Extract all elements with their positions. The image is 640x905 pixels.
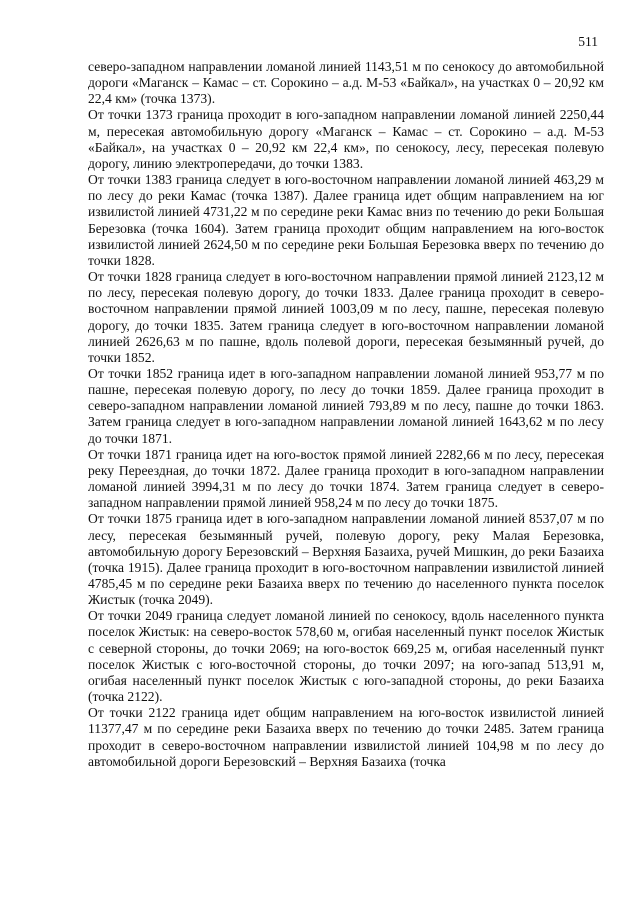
paragraph-9: От точки 2122 граница идет общим направлением на юго-восток извилистой линией 11377,47 м по середине реки Базаиха вверх по течению до точки 2485. Затем граница проходит в северо-восточном направлении извилистой линией 104,98 м по лесу до автомобильной дороги Березовский – Верхняя Базаиха (точка <box>88 705 604 769</box>
paragraph-8: От точки 2049 граница следует ломаной линией по сенокосу, вдоль населенного пункта поселок Жистык: на северо-восток 578,60 м, огибая населенный пункт поселок Жистык с северной стороны, до точки 2069; на юго-восток 669,25 м, огибая населенный пункт поселок Жистык с юго-восточной стороны, до точки 2097; на юго-запад 513,91 м, огибая населенный пункт поселок Жистык с юго-западной стороны, до реки Базаиха (точка 2122). <box>88 608 604 705</box>
paragraph-7: От точки 1875 граница идет в юго-западном направлении ломаной линией 8537,07 м по лесу, пересекая безымянный ручей, полевую дорогу, реку Малая Березовка, автомобильную дорогу Березовский – Верхняя Базаиха, ручей Мишкин, до реки Базаиха (точка 1915). Далее граница проходит в юго-восточном направлении извилистой линией 4785,45 м по середине реки Базаиха вверх по течению до населенного пункта поселок Жистык (точка 2049). <box>88 511 604 608</box>
paragraph-6: От точки 1871 граница идет на юго-восток прямой линией 2282,66 м по лесу, пересекая реку Переездная, до точки 1872. Далее граница проходит в юго-западном направлении ломаной линией 3994,31 м по лесу до точки 1874. Затем граница следует в северо-западном направлении прямой линией 958,24 м по лесу до точки 1875. <box>88 446 604 511</box>
document-body <box>88 59 604 770</box>
paragraph-1: северо-западном направлении ломаной линией 1143,51 м по сенокосу до автомобильной дороги «Маганск – Камас – ст. Сорокино – а.д. М-53 «Байкал», на участках 0 – 20,92 км 22,4 км» (точка 1373). <box>88 59 604 107</box>
paragraph-2: От точки 1373 граница проходит в юго-западном направлении ломаной линией 2250,44 м, пересекая автомобильную дорогу «Маганск – Камас – ст. Сорокино – а.д. М-53 «Байкал», на участках 0 – 20,92 км 22,4 км», по сенокосу, лесу, пересекая полевую дорогу, линию электропередачи, до точки 1383. <box>88 107 604 171</box>
paragraph-5: От точки 1852 граница идет в юго-западном направлении ломаной линией 953,77 м по пашне, пересекая полевую дорогу, по лесу до точки 1859. Далее граница проходит в северо-западном направлении ломаной линией 793,89 м по лесу, пашне до точки 1863. Затем граница следует в юго-западном направлении ломаной линией 1643,62 м по лесу до точки 1871. <box>88 365 604 446</box>
paragraph-3: От точки 1383 граница следует в юго-восточном направлении ломаной линией 463,29 м по лесу до реки Камас (точка 1387). Далее граница идет общим направлением на юг извилистой линией 4731,22 м по середине реки Камас вниз по течению до реки Большая Березовка (точка 1604). Затем граница проходит общим направлением на юго-восток извилистой линией 2624,50 м по середине реки Большая Березовка вверх по течению до точки 1828. <box>88 172 604 268</box>
page-number: 511 <box>578 34 598 49</box>
paragraph-4: От точки 1828 граница следует в юго-восточном направлении прямой линией 2123,12 м по лесу, пересекая полевую дорогу, до точки 1833. Далее граница проходит в северо-восточном направлении прямой линией 1003,09 м по лесу, пашне, пересекая полевую дорогу, до точки 1835. Затем граница следует в юго-восточном направлении ломаной линией 2626,63 м по пашне, вдоль полевой дороги, пересекая безымянный ручей, до точки 1852. <box>88 269 604 365</box>
